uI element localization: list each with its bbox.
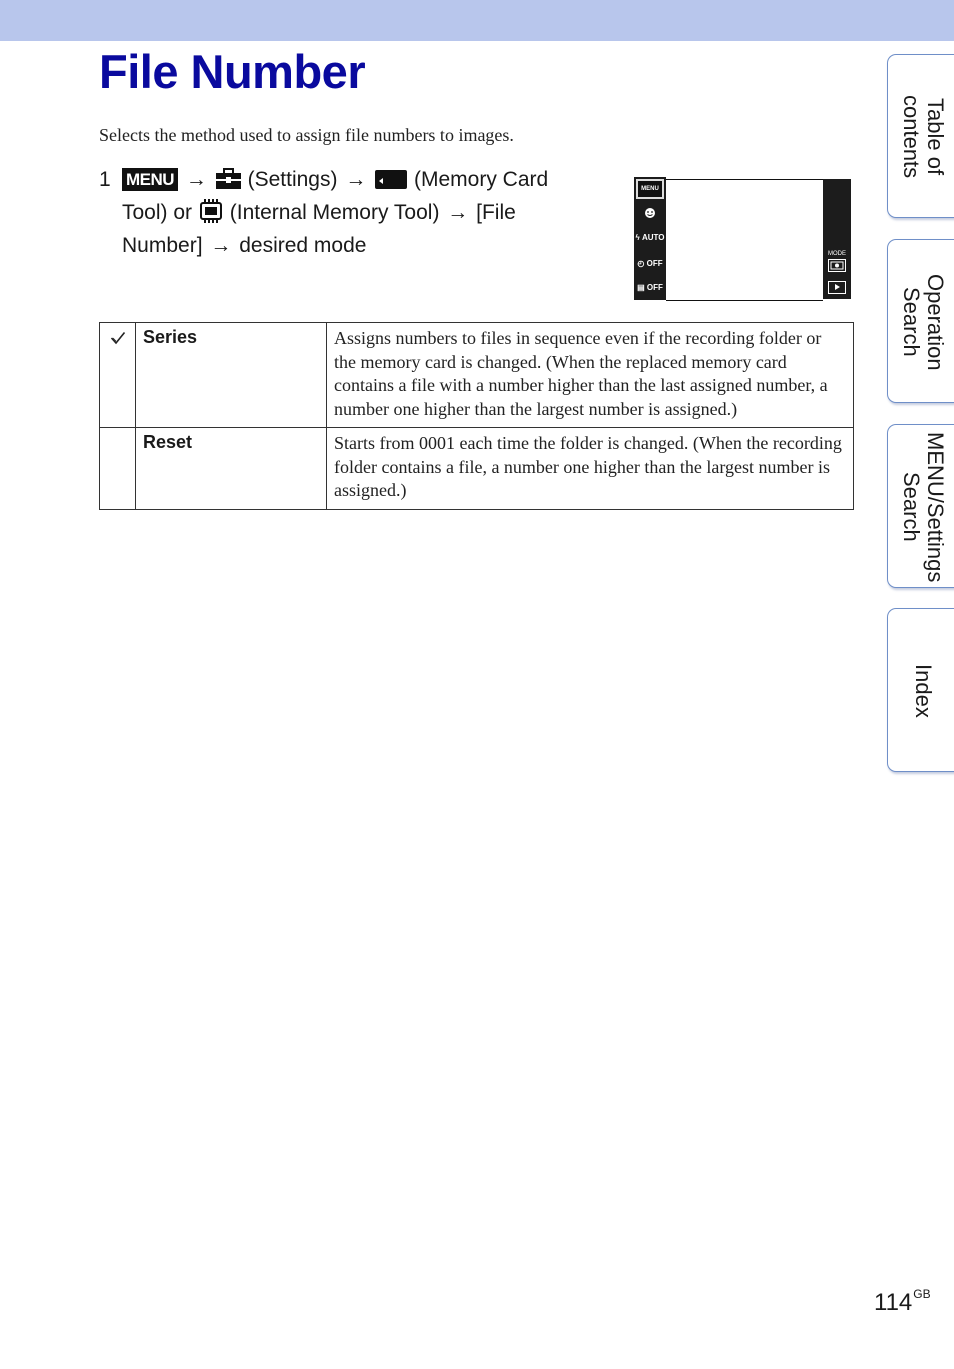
self-timer-off-icon: ◴ OFF bbox=[637, 259, 663, 268]
options-table bbox=[99, 322, 854, 510]
page-title: File Number bbox=[99, 45, 366, 98]
desired-mode-label: desired mode bbox=[239, 234, 367, 257]
tab-label: Operation Search bbox=[899, 273, 948, 371]
burst-off-icon: ▤ OFF bbox=[637, 283, 663, 292]
arrow-icon: → bbox=[210, 234, 232, 257]
default-check-icon bbox=[100, 323, 136, 428]
memory-card-tool-label: (Memory Card Tool) bbox=[122, 168, 549, 224]
arrow-icon: → bbox=[185, 168, 207, 191]
empty-check-cell bbox=[100, 428, 136, 510]
page-number-suffix: GB bbox=[913, 1287, 931, 1301]
step-instruction bbox=[99, 165, 589, 260]
page-number-value: 114 bbox=[874, 1289, 913, 1316]
settings-label: (Settings) bbox=[247, 168, 338, 191]
intro-text: Selects the method used to assign file numbers to images. bbox=[99, 125, 514, 145]
camera-menu-icon: MENU bbox=[636, 179, 664, 199]
camera-mode-icon bbox=[828, 259, 846, 272]
table-row bbox=[100, 323, 854, 428]
option-description: Assigns numbers to files in sequence even if the recording folder or the memory card is changed. (When the replaced memory card contains a file with a number higher than the last assigned number, a number one higher than the largest number is assigned.) bbox=[327, 323, 854, 428]
option-description: Starts from 0001 each time the folder is changed. (When the recording folder contains a file, a number one higher than the largest number is assigned.) bbox=[327, 428, 854, 510]
tab-label: Index bbox=[911, 664, 936, 718]
tab-menu-settings-search[interactable] bbox=[887, 424, 954, 588]
tab-label: Table of contents bbox=[899, 95, 948, 179]
camera-viewfinder bbox=[666, 179, 823, 301]
tab-table-of-contents[interactable] bbox=[887, 54, 954, 218]
menu-icon: MENU bbox=[122, 168, 178, 191]
internal-memory-tool-label: (Internal Memory Tool) bbox=[229, 201, 440, 224]
smile-icon bbox=[634, 207, 666, 221]
camera-left-panel bbox=[634, 177, 666, 300]
file-number-label: [File Number] bbox=[122, 201, 516, 257]
playback-icon bbox=[828, 281, 846, 294]
toolbox-icon bbox=[215, 168, 242, 198]
header-bar bbox=[0, 0, 954, 41]
arrow-icon: → bbox=[345, 168, 367, 191]
flash-auto-icon: ϟ AUTO bbox=[635, 233, 665, 242]
tab-index[interactable] bbox=[887, 608, 954, 772]
mode-label: MODE bbox=[828, 251, 846, 257]
step-body bbox=[122, 165, 589, 260]
page-number bbox=[874, 1287, 931, 1317]
internal-memory-icon bbox=[198, 199, 224, 231]
option-name: Series bbox=[136, 323, 327, 428]
step-number: 1 bbox=[99, 168, 111, 191]
camera-screen-illustration bbox=[634, 177, 852, 300]
arrow-icon: → bbox=[447, 201, 469, 224]
or-label: or bbox=[173, 201, 193, 224]
table-row bbox=[100, 428, 854, 510]
tab-operation-search[interactable] bbox=[887, 239, 954, 403]
memory-card-icon bbox=[374, 169, 408, 198]
tab-label: MENU/Settings Search bbox=[899, 431, 948, 583]
option-name: Reset bbox=[136, 428, 327, 510]
camera-right-panel bbox=[823, 179, 851, 299]
